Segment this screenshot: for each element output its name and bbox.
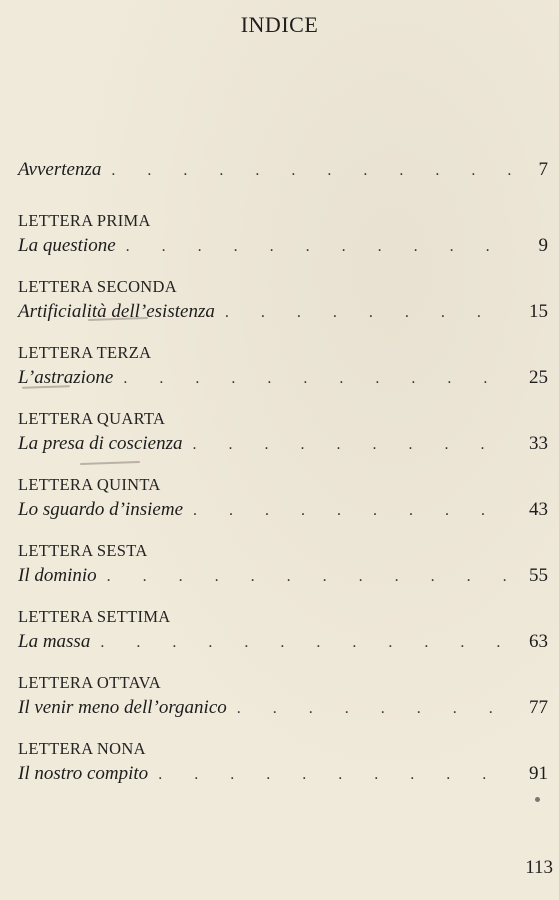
entry-title: Lo sguardo d’insieme	[18, 499, 184, 520]
entry-page: 9	[538, 235, 548, 256]
entry-label: LETTERA NONA	[18, 739, 146, 758]
toc-entry-lettera-prima	[18, 210, 548, 260]
entry-page: 25	[529, 367, 548, 388]
entry-title: La massa	[18, 631, 91, 652]
toc-entry-lettera-quinta	[18, 474, 548, 524]
entry-title: Il dominio	[18, 565, 97, 586]
entry-page: 55	[529, 565, 548, 586]
entry-title: Artificialità dell’esistenza	[18, 301, 215, 322]
entry-label: LETTERA TERZA	[18, 343, 152, 362]
toc-entry-lettera-ottava	[18, 672, 548, 722]
entry-label: LETTERA SESTA	[18, 541, 148, 560]
dot-leader	[101, 157, 514, 185]
entry-title: La presa di coscienza	[18, 433, 183, 454]
entry-label: LETTERA SECONDA	[18, 277, 177, 296]
entry-label: LETTERA QUINTA	[18, 475, 161, 494]
dot-leader	[97, 563, 514, 591]
toc-entry-lettera-settima	[18, 606, 548, 656]
ink-speck	[535, 797, 540, 802]
dot-leader	[183, 497, 514, 525]
entry-page: 33	[529, 433, 548, 454]
entry-page: 77	[529, 697, 548, 718]
entry-title: La questione	[18, 235, 116, 256]
dot-leader	[182, 431, 514, 459]
entry-page: 63	[529, 631, 548, 652]
toc-entry-lettera-terza	[18, 342, 548, 392]
entry-page: 15	[529, 301, 548, 322]
entry-label: LETTERA SETTIMA	[18, 607, 171, 626]
dot-leader	[116, 233, 514, 261]
entry-label: LETTERA QUARTA	[18, 409, 166, 428]
entry-title: Avvertenza	[18, 159, 102, 180]
entry-title: Il venir meno dell’organico	[18, 697, 227, 718]
table-of-contents	[18, 156, 548, 788]
dot-leader	[113, 365, 514, 393]
entry-label: LETTERA PRIMA	[18, 211, 151, 230]
entry-page: 7	[538, 159, 548, 180]
entry-title: Il nostro compito	[18, 763, 149, 784]
dot-leader	[227, 695, 514, 723]
toc-entry-avvertenza	[18, 156, 548, 184]
toc-entry-lettera-nona	[18, 738, 548, 788]
entry-title: L’astrazione	[18, 367, 114, 388]
dot-leader	[90, 629, 514, 657]
toc-entry-lettera-sesta	[18, 540, 548, 590]
dot-leader	[148, 761, 514, 789]
entry-page: 91	[529, 763, 548, 784]
page-number: 113	[525, 857, 553, 878]
page-title: INDICE	[240, 12, 319, 37]
toc-entry-lettera-quarta	[18, 408, 548, 458]
entry-page: 43	[529, 499, 548, 520]
entry-label: LETTERA OTTAVA	[18, 673, 161, 692]
dot-leader	[215, 299, 514, 327]
